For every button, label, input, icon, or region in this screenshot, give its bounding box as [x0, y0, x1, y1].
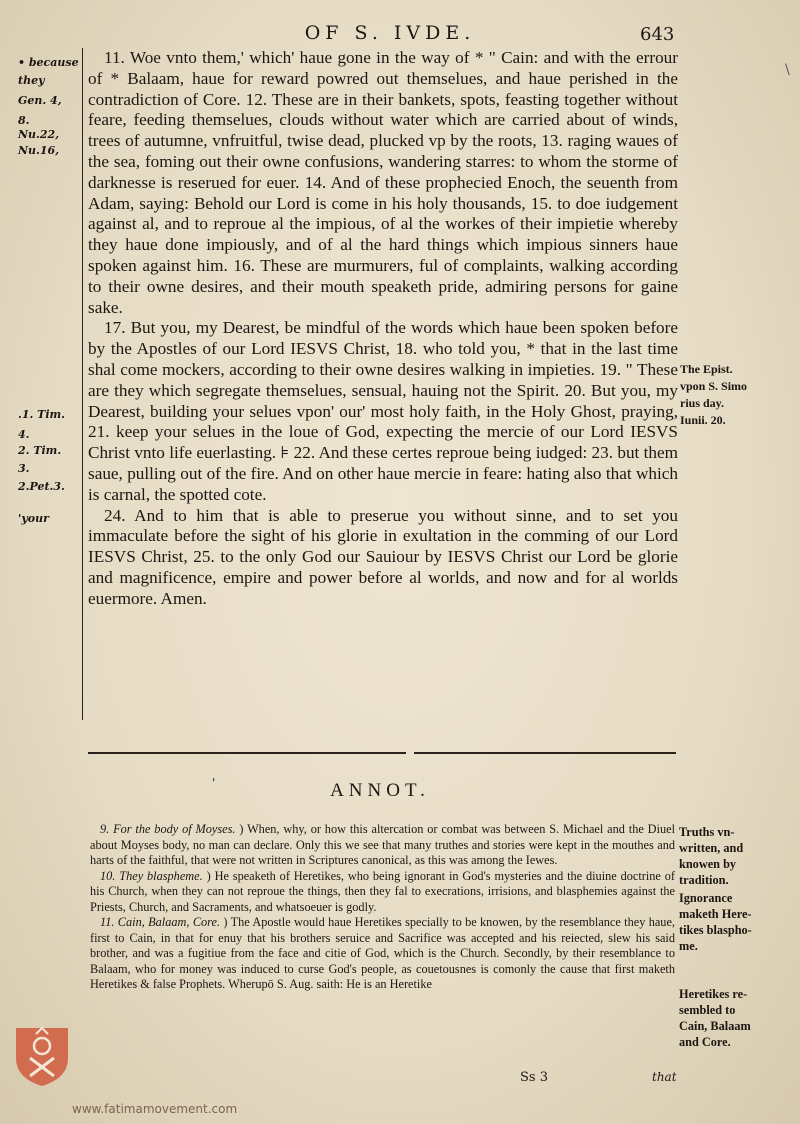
- annot-note: sembled to: [679, 1003, 736, 1017]
- annotation: [90, 822, 675, 869]
- annot-note: Heretikes re-: [679, 987, 748, 1001]
- annotations-heading: ANNOT.: [330, 780, 430, 801]
- section-divider: [414, 752, 676, 754]
- left-note: Nu.16,: [18, 144, 60, 157]
- margin-rule: [82, 48, 83, 720]
- annot-note: tradition.: [679, 873, 729, 887]
- annot-note: Cain, Balaam: [679, 1019, 751, 1033]
- left-note: 2. Tim.: [18, 444, 62, 457]
- watermark-url[interactable]: www.fatimamovement.com: [72, 1102, 238, 1116]
- verse-paragraph: 17. But you, my Dearest, be mindful of the words which haue been spoken before by the Apostles of our Lord IESVS Christ, 18. who told you, * that in the last time shal come mockers, according to their owne desires walking in impieties. 19. " These are they which segregate themselues, sensual, hauing not the Spirit. 20. But you, my Dearest, building your selues vpon' our' most holy faith, in the Holy Ghost, praying, 21. keep your selues in the loue of God, expecting the mercie of our Lord IESVS Christ vnto life euerlasting. ⊧ 22. And these certes reproue being iudged: 23. but them saue, pulling out of the fire. And on other haue mercie in feare: hating also that which is carnal, the spotted cote.: [88, 318, 678, 504]
- annot-note: written, and: [679, 841, 744, 855]
- annot-note: Ignorance: [679, 891, 733, 905]
- left-note: 'your: [18, 512, 49, 525]
- annot-note: Truths vn-: [679, 825, 735, 839]
- annotation-body: ) The Apostle would haue Heretikes specially to be knowen, by the resemblance they haue, first to Cain, in that for enuy that his brothers seruice and Sacrifice was accepted and his reiected, slew his said brother, and was a fugitiue from the face and citie of God, which is the Church. Secondly, by their resemblance to Balaam, who for money was induced to curse God's people, as couetousnes is comonly the cause that first maketh Heretikes & false Prophets. Wherupō S. Aug. saith: He is an Heretike: [90, 915, 675, 991]
- annot-note: knowen by: [679, 857, 737, 871]
- right-note: The Epist.: [680, 362, 733, 376]
- annotation-lemma: 10. They blaspheme.: [100, 868, 203, 883]
- annotation: [90, 915, 675, 993]
- right-note: vpon S. Simo: [680, 379, 748, 393]
- left-note: 2.Pet.3.: [18, 480, 65, 493]
- annot-note: tikes blaspho-: [679, 923, 752, 937]
- corner-mark: \: [785, 62, 790, 78]
- running-title: OF S. IVDE.: [304, 22, 476, 44]
- annotation-lemma: 9. For the body of Moyses.: [100, 822, 236, 836]
- left-note: Gen. 4,: [18, 94, 62, 107]
- section-divider: [88, 752, 406, 754]
- annotation-body: ) He speaketh of Heretikes, who being ignorant in God's mysteries and the diuine doctrine of his Church, when they can not reproue the things, then they fal to execrations, irrisions, and blasphemies against the Priests, Church, and Sacraments, and whatsoeuer is godly.: [90, 868, 676, 914]
- right-note: rius day.: [680, 396, 725, 410]
- annotation-body: ) When, why, or how this altercation or combat was between S. Michael and the Diuel about Moyses body, no man can declare. Only this we see that many truthes and stories were kept in the mouthes and harts of the faithful, that were not written in Scriptures canonical, as this was among the Iewes.: [90, 822, 676, 867]
- verse-paragraph: 11. Woe vnto them,' which' haue gone in the way of * " Cain: and with the errour of * Balaam, haue for reward powred out themselues, and haue perished in the contradiction of Core. 12. These are in their bankets, spots, feasting together without feare, feeding themselues, clouds without water which are carried about of winds, trees of autumne, vnfruitful, twise dead, plucked vp by the roots, 13. raging waues of the sea, foming out their owne confusions, wandering starres: to whom the storme of darknesse is reserued for euer. 14. And of these prophecied Enoch, the seuenth from Adam, saying: Behold our Lord is come in his holy thousands, 15. to doe iudgement against al, and to reproue al the impious, of al the workes of their impietie whereby they haue done impiously, and of al the hard things which impious sinners haue spoken against him. 16. These are murmurers, ful of complaints, walking according to their owne desires, and their mouth speaketh pride, admiring persons for gaine sake.: [88, 48, 678, 317]
- left-note: • because: [18, 56, 79, 69]
- annotation-lemma: 11. Cain, Balaam, Core.: [100, 915, 221, 929]
- main-text: [88, 48, 678, 610]
- left-note: .1. Tim.: [18, 408, 65, 421]
- left-note: 8.: [18, 114, 30, 127]
- annotations-text: [90, 822, 675, 993]
- small-mark: ': [212, 776, 216, 790]
- right-note: Iunii. 20.: [680, 413, 726, 427]
- catchword: that: [652, 1070, 677, 1084]
- left-note: 4.: [18, 428, 30, 441]
- annot-note: me.: [679, 939, 698, 953]
- annotation: [90, 869, 675, 916]
- left-note: they: [18, 74, 45, 87]
- left-note: Nu.22,: [18, 128, 60, 141]
- annot-note: maketh Here-: [679, 907, 752, 921]
- verse-paragraph: 24. And to him that is able to preserue you without sinne, and to set you immaculate before the sight of his glorie in exultation in the comming of our Lord IESVS Christ, 25. to the only God our Sauiour by IESVS Christ our Lord be glorie and magnificence, empire and power before al worlds, and now and for al worlds euermore. Amen.: [88, 505, 678, 608]
- signature-mark: Ss 3: [520, 1070, 548, 1085]
- left-note: 3.: [18, 462, 30, 475]
- annot-note: and Core.: [679, 1035, 731, 1049]
- papal-emblem-icon: [12, 1024, 72, 1088]
- page-number: 643: [640, 24, 675, 45]
